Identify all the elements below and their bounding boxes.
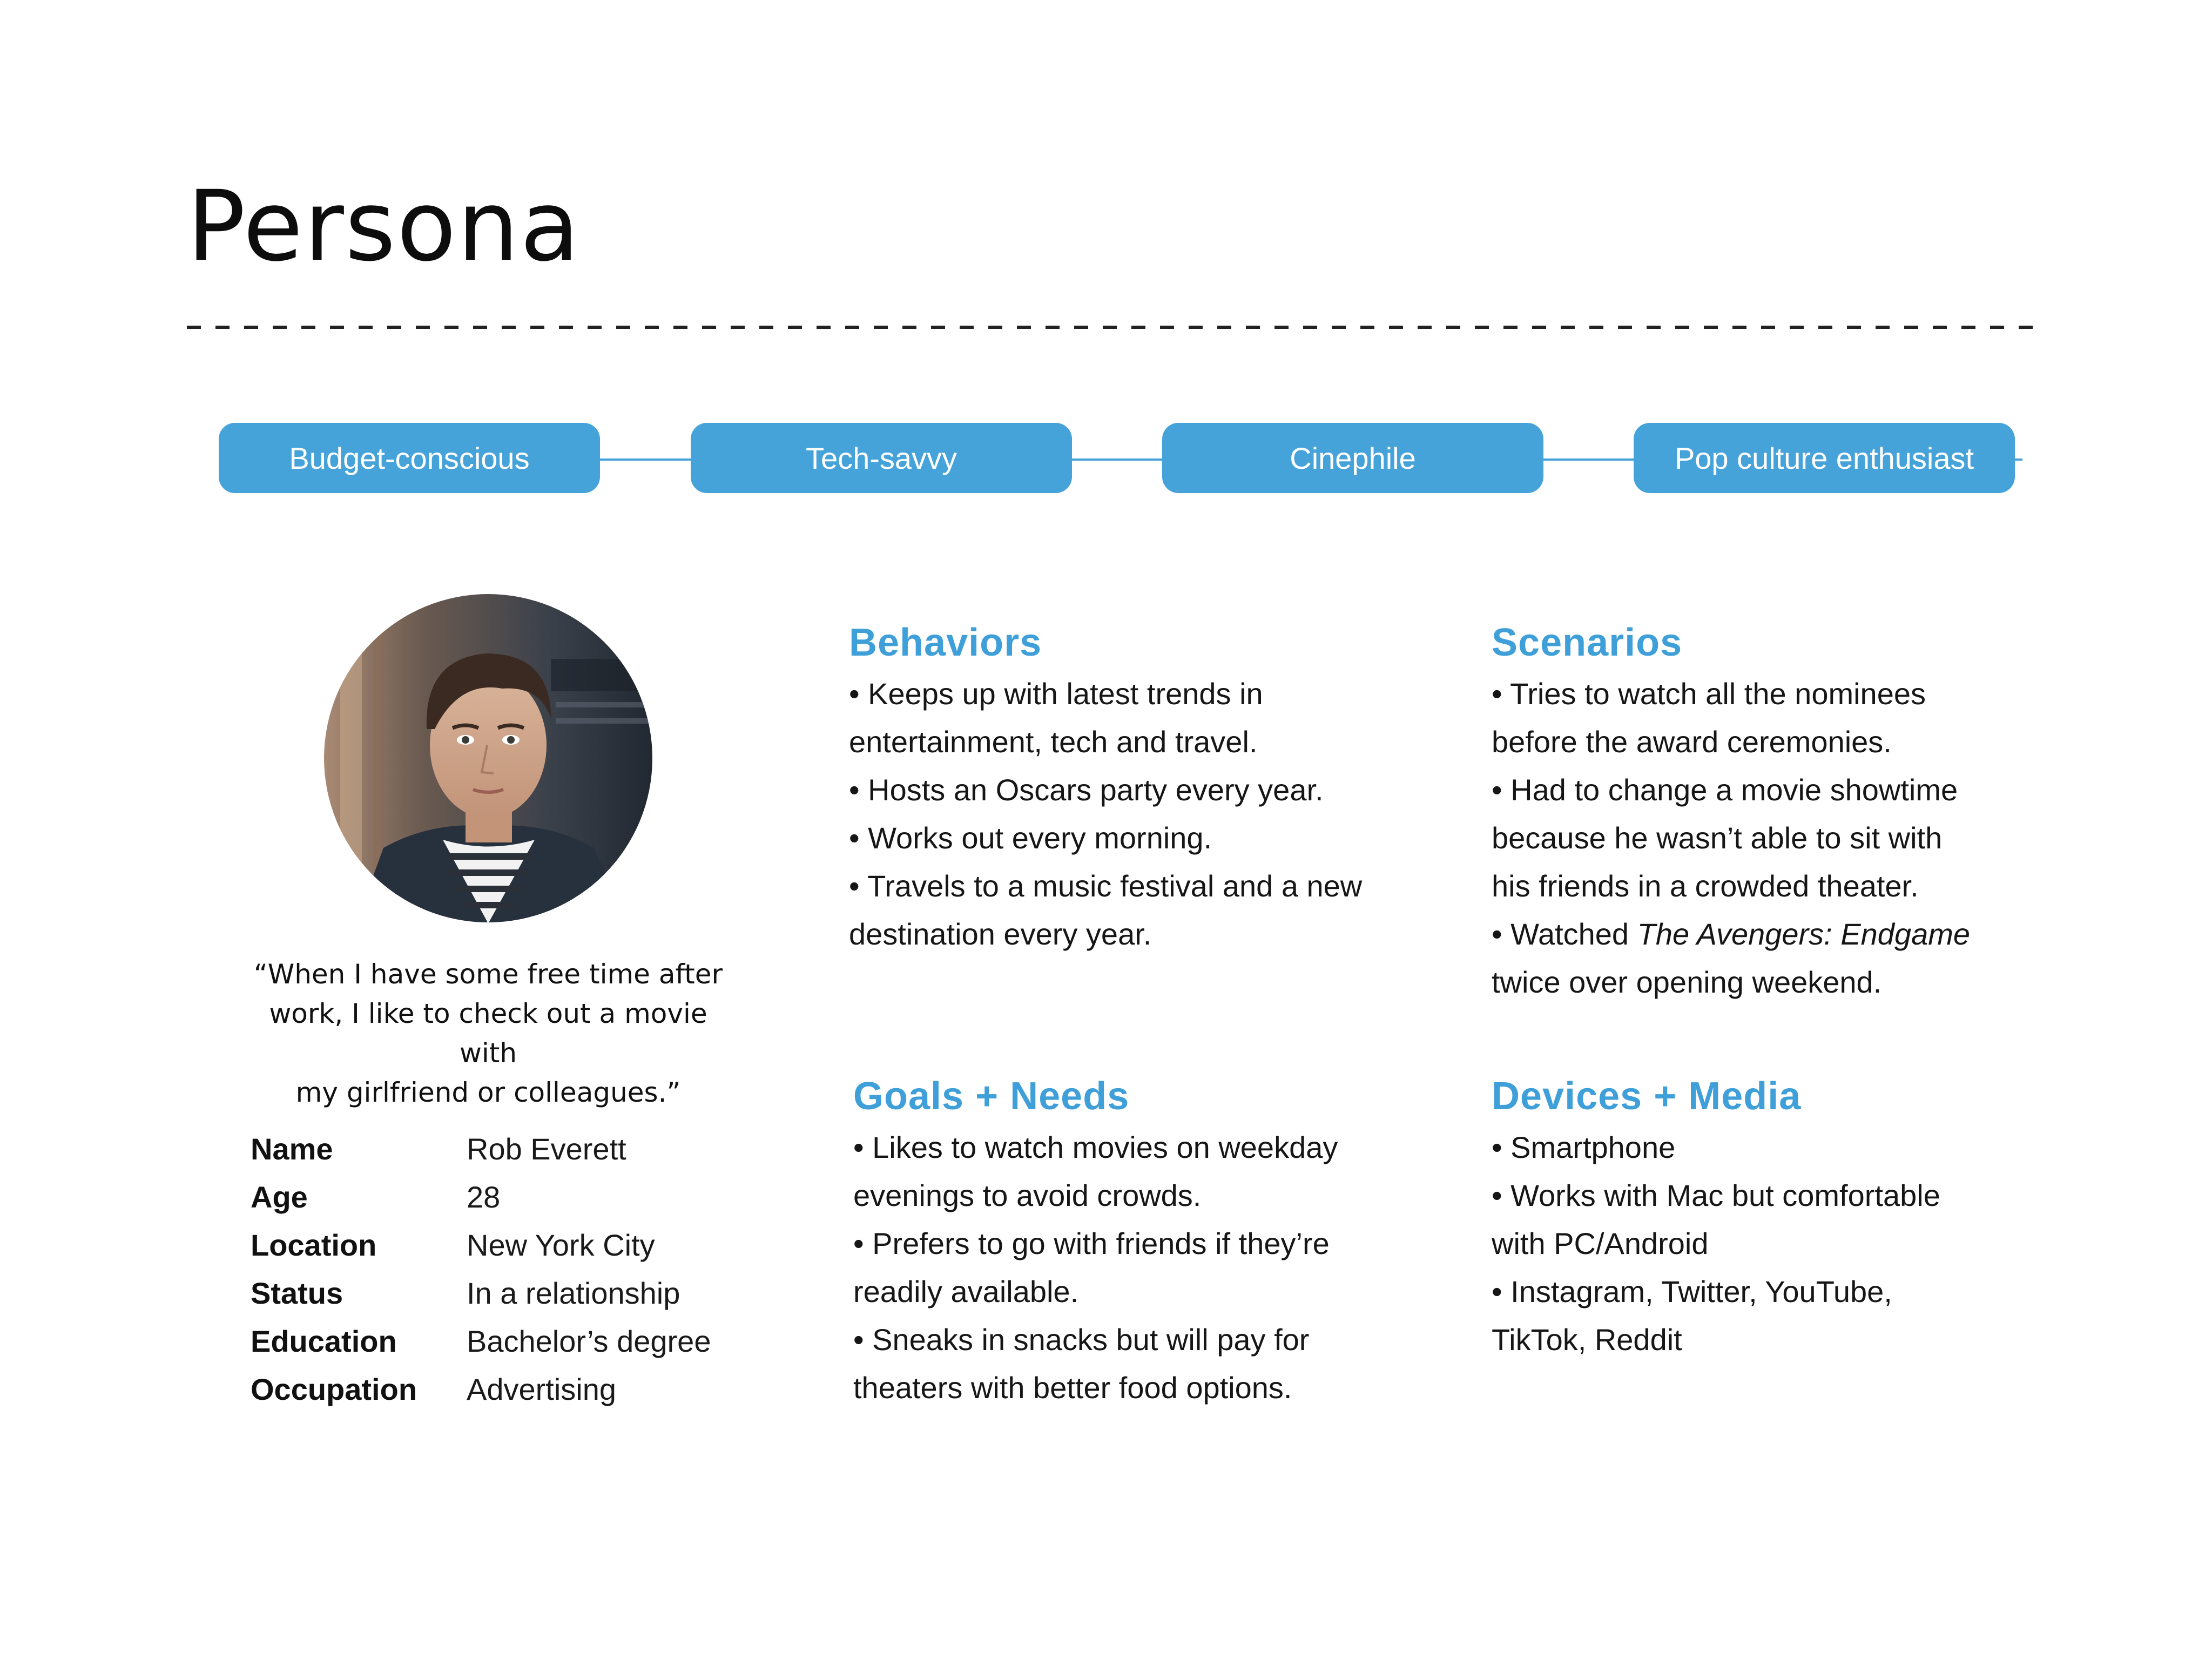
- profile-label: Name: [251, 1132, 333, 1166]
- profile-row-location: [251, 1221, 711, 1269]
- goals-needs-line: readily available.: [853, 1274, 1079, 1309]
- profile-row-occupation: [251, 1365, 711, 1413]
- scenarios-line-watched: [1492, 910, 2032, 958]
- tag-cinephile: Cinephile: [1162, 423, 1543, 493]
- profile-row-status: [251, 1269, 711, 1317]
- behaviors-line: entertainment, tech and travel.: [849, 725, 1258, 759]
- tag-budget-conscious: Budget-conscious: [219, 423, 600, 493]
- profile-row-name: [251, 1125, 711, 1173]
- behaviors-line: • Hosts an Oscars party every year.: [849, 773, 1324, 807]
- profile-table: [251, 1125, 711, 1413]
- profile-value: Rob Everett: [467, 1132, 626, 1166]
- behaviors-line: • Works out every morning.: [849, 821, 1212, 855]
- tag-pop-culture-enthusiast: Pop culture enthusiast: [1634, 423, 2015, 493]
- persona-photo: [324, 594, 652, 922]
- profile-label: Status: [251, 1276, 343, 1310]
- persona-quote: [238, 955, 739, 1112]
- page-title: Persona: [187, 170, 581, 283]
- devices-media-heading: Devices + Media: [1492, 1075, 1802, 1118]
- profile-label: Education: [251, 1324, 397, 1358]
- quote-line: “When I have some free time after: [253, 959, 723, 990]
- behaviors-section: [849, 616, 1389, 958]
- profile-value: 28: [467, 1180, 501, 1214]
- devices-media-line: • Works with Mac but comfortable: [1492, 1178, 1940, 1212]
- scenarios-heading: Scenarios: [1492, 621, 1683, 664]
- watched-movie-title: The Avengers: Endgame: [1637, 917, 1971, 951]
- portrait-photo-icon: [324, 594, 652, 922]
- profile-value: In a relationship: [467, 1276, 680, 1310]
- scenarios-line: because he wasn’t able to sit with: [1492, 821, 1943, 855]
- profile-label: Location: [251, 1228, 377, 1262]
- profile-label: Age: [251, 1180, 308, 1214]
- goals-needs-line: • Prefers to go with friends if they’re: [853, 1226, 1330, 1260]
- devices-media-line: with PC/Android: [1492, 1226, 1709, 1260]
- scenarios-line: before the award ceremonies.: [1492, 725, 1892, 759]
- scenarios-section: [1492, 616, 2032, 1006]
- watched-prefix: • Watched: [1492, 917, 1637, 951]
- quote-line: my girlfriend or colleagues.”: [295, 1077, 681, 1108]
- profile-row-education: [251, 1317, 711, 1365]
- scenarios-line: • Had to change a movie showtime: [1492, 773, 1958, 807]
- profile-value: Bachelor’s degree: [467, 1324, 711, 1358]
- tag-tech-savvy: Tech-savvy: [691, 423, 1072, 493]
- behaviors-line: • Travels to a music festival and a new: [849, 869, 1363, 903]
- devices-media-line: • Instagram, Twitter, YouTube,: [1492, 1274, 1892, 1309]
- devices-media-line: • Smartphone: [1492, 1130, 1676, 1164]
- devices-media-section: [1492, 1069, 2032, 1364]
- quote-line: work, I like to check out a movie with: [269, 998, 707, 1069]
- scenarios-line: twice over opening weekend.: [1492, 965, 1882, 999]
- profile-value: Advertising: [467, 1372, 617, 1406]
- goals-needs-line: • Likes to watch movies on weekday: [853, 1130, 1338, 1164]
- dashed-divider: [187, 326, 2045, 329]
- goals-needs-line: evenings to avoid crowds.: [853, 1178, 1202, 1212]
- scenarios-line: • Tries to watch all the nominees: [1492, 677, 1926, 711]
- goals-needs-section: [853, 1069, 1393, 1412]
- scenarios-line: his friends in a crowded theater.: [1492, 869, 1919, 903]
- behaviors-line: destination every year.: [849, 917, 1152, 951]
- behaviors-heading: Behaviors: [849, 621, 1042, 664]
- behaviors-line: • Keeps up with latest trends in: [849, 677, 1263, 711]
- profile-row-age: [251, 1173, 711, 1221]
- devices-media-line: TikTok, Reddit: [1492, 1323, 1682, 1357]
- goals-needs-line: • Sneaks in snacks but will pay for: [853, 1323, 1310, 1357]
- profile-label: Occupation: [251, 1372, 417, 1406]
- goals-needs-line: theaters with better food options.: [853, 1371, 1292, 1405]
- profile-value: New York City: [467, 1228, 655, 1262]
- goals-needs-heading: Goals + Needs: [853, 1075, 1130, 1118]
